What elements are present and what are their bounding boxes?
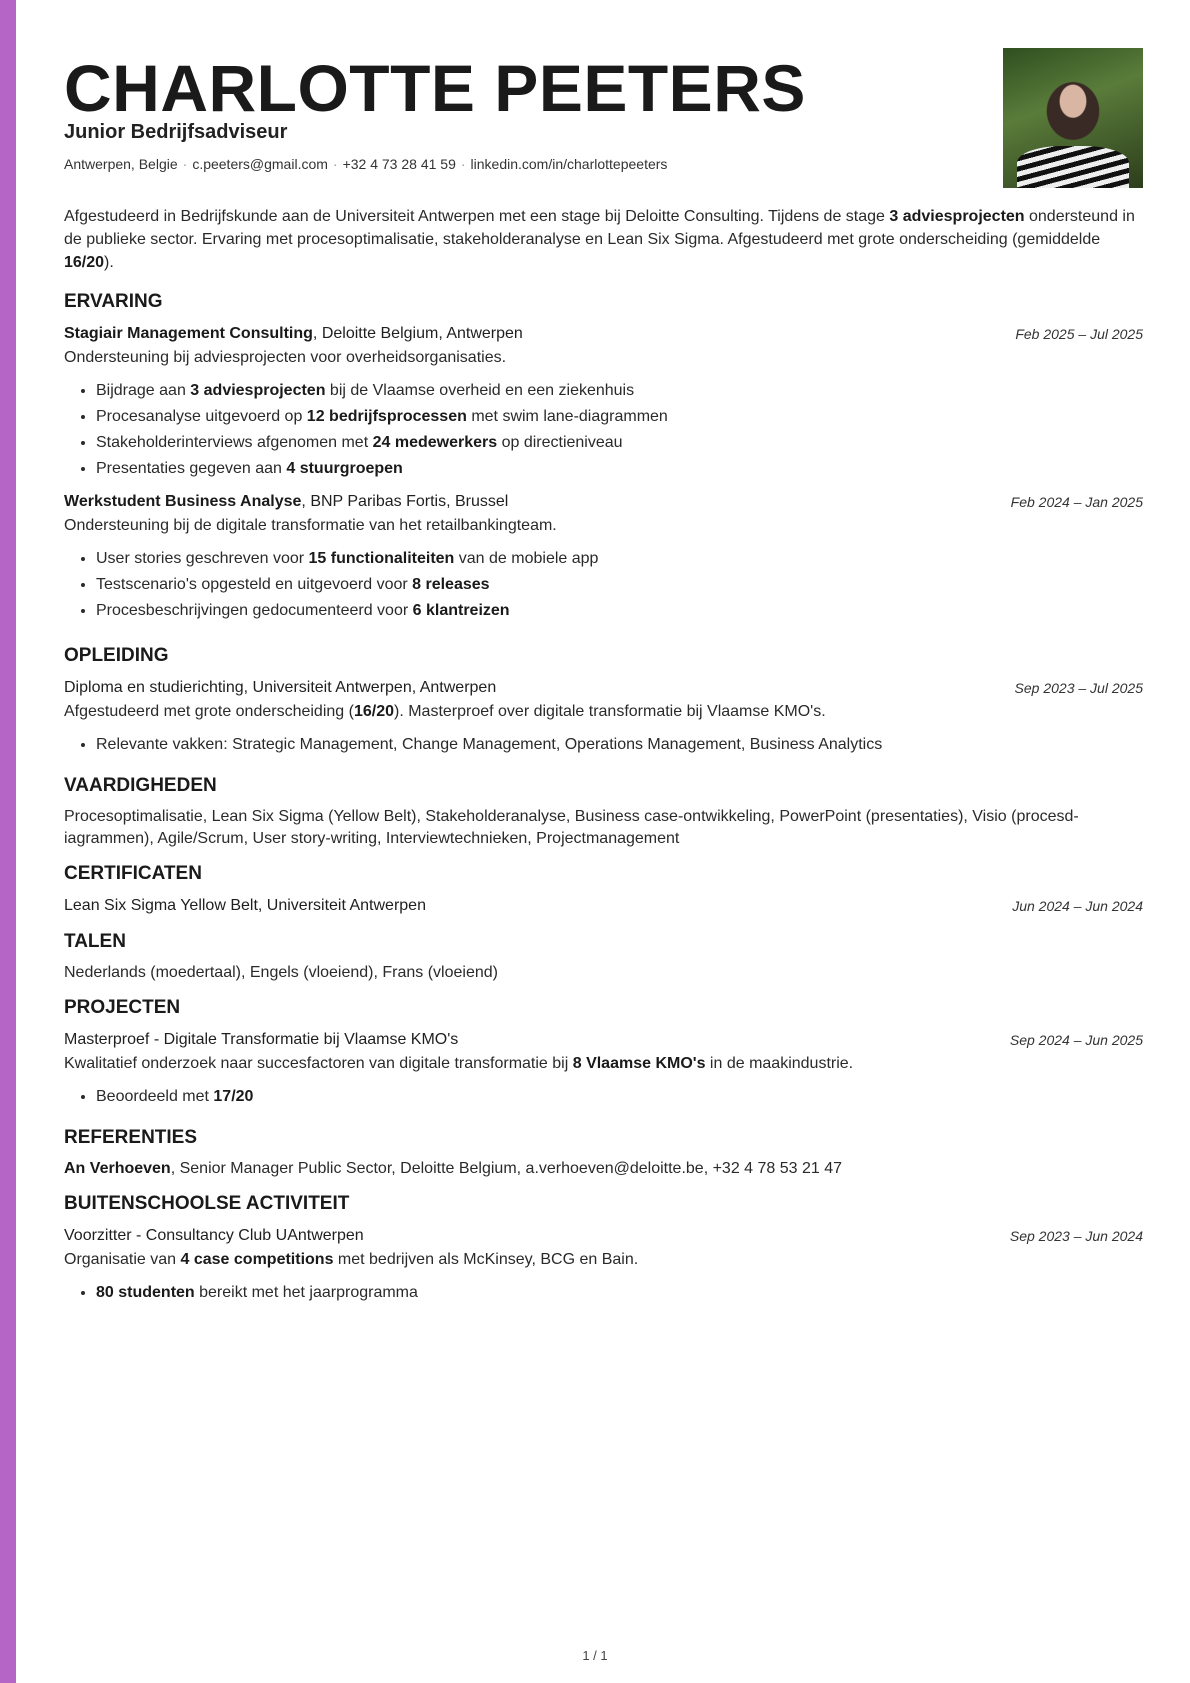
languages-list: Nederlands (moedertaal), Engels (vloeiend), Frans (vloeiend): [64, 964, 498, 981]
section-extracurricular: [64, 1192, 1143, 1306]
profile-photo: [1003, 48, 1143, 188]
candidate-role: Junior Bedrijfsadviseur: [64, 121, 288, 143]
entry-header: [64, 490, 1143, 514]
profile-summary: [64, 205, 1143, 274]
section-certificates: [64, 862, 1143, 918]
page-number: 1 / 1: [582, 1648, 608, 1663]
section-title: ERVARING: [64, 291, 163, 312]
contact-linkedin[interactable]: linkedin.com/in/charlottepeeters: [470, 156, 668, 172]
bullet-item: • Procesanalyse uitgevoerd op 12 bedrijfsprocessen met swim lane-diagrammen: [96, 404, 1143, 430]
summary-text: ondersteund in de publieke sector. Ervaring met procesoptimalisatie, stakeholderanalyse en Lean Six Sigma. Afgestudeerd met grote onderscheiding (gemiddelde: [64, 208, 1135, 248]
entry-description: Organisatie van 4 case competitions met bedrijven als McKinsey, BCG en Bain.: [64, 1251, 639, 1268]
entry-description: Ondersteuning bij adviesprojecten voor overheidsorganisaties.: [64, 349, 507, 366]
candidate-name: CHARLOTTE PEETERS: [64, 51, 806, 125]
entry-title: Masterproef - Digitale Transformatie bij Vlaamse KMO's: [64, 1031, 459, 1048]
section-experience: [64, 290, 1143, 624]
bullet-list: [64, 546, 1143, 624]
contact-line: [64, 156, 667, 172]
entry-date: Sep 2024 – Jun 2025: [1009, 1032, 1143, 1048]
section-title: TALEN: [64, 931, 126, 952]
bullet-item: • User stories geschreven voor 15 functionaliteiten van de mobiele app: [96, 546, 1143, 572]
section-projects: [64, 996, 1143, 1110]
resume-content: [64, 290, 1143, 1318]
job-role: Stagiair Management Consulting: [64, 325, 313, 342]
entry-title: Voorzitter - Consultancy Club UAntwerpen: [64, 1227, 364, 1244]
photo-striped-shirt: [1017, 146, 1129, 188]
bullet-item: • Presentaties gegeven aan 4 stuurgroepen: [96, 456, 1143, 482]
summary-text: Afgestudeerd in Bedrijfskunde aan de Universiteit Antwerpen met een stage bij Deloitte Consulting. Tijdens de stage: [64, 208, 890, 225]
entry-title: Lean Six Sigma Yellow Belt, Universiteit Antwerpen: [64, 897, 426, 914]
contact-location: Antwerpen, Belgie: [64, 156, 178, 172]
bullet-list: [64, 1084, 1143, 1110]
entry-description: Kwalitatief onderzoek naar succesfactoren van digitale transformatie bij 8 Vlaamse KMO's in de maakindustrie.: [64, 1055, 854, 1072]
bullet-list: [64, 732, 1143, 758]
entry-header: [64, 1224, 1143, 1248]
entry-description: Afgestudeerd met grote onderscheiding (16/20). Masterproef over digitale transformatie bij Vlaamse KMO's.: [64, 703, 826, 720]
contact-separator: ·: [182, 156, 188, 172]
section-languages: [64, 930, 1143, 984]
accent-sidebar-bar: [0, 0, 16, 1683]
section-title: OPLEIDING: [64, 645, 169, 666]
contact-separator: ·: [332, 156, 338, 172]
section-title: BUITENSCHOOLSE ACTIVITEIT: [64, 1193, 350, 1214]
entry-date: Sep 2023 – Jul 2025: [1014, 680, 1143, 696]
job-role: Werkstudent Business Analyse: [64, 493, 302, 510]
bullet-item: • Beoordeeld met 17/20: [96, 1084, 1143, 1110]
contact-email[interactable]: c.peeters@gmail.com: [192, 156, 328, 172]
bullet-list: [64, 1280, 1143, 1306]
contact-phone[interactable]: +32 4 73 28 41 59: [342, 156, 456, 172]
entry-header: [64, 894, 1143, 918]
section-title: REFERENTIES: [64, 1127, 198, 1148]
summary-text: ).: [104, 254, 114, 271]
bullet-item: • Procesbeschrijvingen gedocumenteerd voor 6 klantreizen: [96, 598, 1143, 624]
section-title: VAARDIGHEDEN: [64, 775, 217, 796]
reference-name: An Verhoeven: [64, 1160, 171, 1177]
entry-date: Sep 2023 – Jun 2024: [1009, 1228, 1143, 1244]
section-education: [64, 644, 1143, 758]
entry-date: Feb 2025 – Jul 2025: [1015, 326, 1143, 342]
entry-description: Ondersteuning bij de digitale transformatie van het retailbankingteam.: [64, 517, 557, 534]
entry-date: Jun 2024 – Jun 2024: [1012, 898, 1143, 914]
entry-date: Feb 2024 – Jan 2025: [1010, 494, 1143, 510]
bullet-item: • Stakeholderinterviews afgenomen met 24 medewerkers op directieniveau: [96, 430, 1143, 456]
entry-header: [64, 1028, 1143, 1052]
bullet-item: • Testscenario's opgesteld en uitgevoerd voor 8 releases: [96, 572, 1143, 598]
bullet-item: • Bijdrage aan 3 adviesprojecten bij de Vlaamse overheid en een ziekenhuis: [96, 378, 1143, 404]
summary-highlight: 3 adviesprojecten: [889, 208, 1025, 225]
entry-title: [64, 322, 523, 346]
section-skills: [64, 774, 1143, 850]
entry-header: [64, 676, 1143, 700]
job-org: , BNP Paribas Fortis, Brussel: [301, 493, 509, 510]
experience-entry: [64, 322, 1143, 482]
entry-title: [64, 490, 508, 514]
section-title: CERTIFICATEN: [64, 863, 202, 884]
bullet-list: [64, 378, 1143, 482]
section-references: [64, 1126, 1143, 1180]
skills-list: Procesoptimalisatie, Lean Six Sigma (Yellow Belt), Stakeholderanalyse, Business case-ontwikkeling, PowerPoint (presentaties), Visio (procesdiagrammen), Agile/Scrum, User story-writing, Interviewtechnieken, Projectmanagement: [64, 808, 1079, 847]
reference-details: , Senior Manager Public Sector, Deloitte Belgium, a.verhoeven@deloitte.be, +32 4 78 53 21 47: [170, 1160, 843, 1177]
section-title: PROJECTEN: [64, 997, 181, 1018]
summary-highlight: 16/20: [64, 254, 105, 271]
entry-header: [64, 322, 1143, 346]
reference-entry: [64, 1158, 1143, 1180]
entry-title: Diploma en studierichting, Universiteit Antwerpen, Antwerpen: [64, 679, 497, 696]
contact-separator: ·: [460, 156, 466, 172]
experience-entry: [64, 490, 1143, 624]
bullet-item: • 80 studenten bereikt met het jaarprogramma: [96, 1280, 1143, 1306]
bullet-item: • Relevante vakken: Strategic Management, Change Management, Operations Management, Business Analytics: [96, 732, 1143, 758]
job-org: , Deloitte Belgium, Antwerpen: [312, 325, 523, 342]
